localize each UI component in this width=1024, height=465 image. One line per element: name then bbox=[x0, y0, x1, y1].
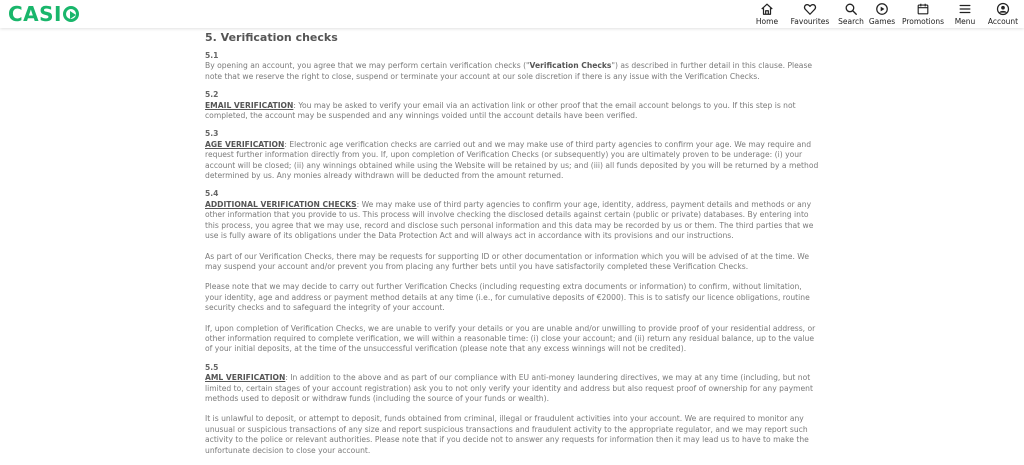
nav-menu-label: Menu bbox=[954, 17, 976, 26]
nav-account[interactable] bbox=[982, 2, 1024, 26]
nav-promotions[interactable] bbox=[898, 2, 948, 26]
menu-icon bbox=[958, 2, 972, 16]
clause-5-4-paragraph-4: If, upon completion of Verification Checks, we are unable to verify your details or you are unable and/or unwilling to provide proof of your residential address, or other information required to complete verification, we will within a reasonable time: (i) close your account; and (ii) return any residual balance, up to the value of your initial deposits, at the time of the unsuccessful verification (please note that any excess winnings will not be credited). bbox=[205, 323, 816, 354]
nav-menu[interactable] bbox=[948, 2, 982, 26]
aml-verification-heading: AML VERIFICATION bbox=[205, 373, 286, 383]
logo-text: CASI bbox=[8, 2, 63, 26]
clause-number-5-5: 5.5 bbox=[205, 362, 219, 372]
clause-5-4-paragraph-3: Please note that we may decide to carry out further Verification Checks (including requesting extra documents or information) to confirm, without limitation, your identity, age and address or payment method details at any time (i.e., for cumulative deposits of €2000). This is to satisfy our licence obligations, routine security checks and to safeguard the integrity of your account. bbox=[205, 282, 810, 313]
nav-search-label: Search bbox=[838, 17, 864, 26]
play-circle-icon bbox=[875, 2, 889, 16]
clause-5-5-paragraph-2: It is unlawful to deposit, or attempt to deposit, funds obtained from criminal, illegal or fraudulent activities into your account. We are required to monitor any unusual or suspicious transactions of any size and report suspicious transactions and fraudulent activity to the appropriate regulator, and we may report such activity to the police or relevant authorities. Please note that if you decide not to answer any requests for information then it may lead us to have to make the unfortunate decision to close your account. bbox=[205, 414, 809, 455]
top-navigation-bar bbox=[0, 0, 1024, 28]
clause-5-4-text: ADDITIONAL VERIFICATION CHECKS: We may make use of third party agencies to confirm your age, identity, address, payment details and methods or any other information that you provide to us. This process will involve checking the disclosed details against certain (public or private) databases. By entering into this process, you agree that we may use, record and disclose such personal information and this data may be recorded by us or them. The third parties that we use is fully aware of its obligations under the Data Protection Act and will always act in accordance with its provisions and our instructions. bbox=[205, 199, 814, 241]
clause-5-4-paragraph-2: As part of our Verification Checks, there may be requests for supporting ID or other documentation or information which you will be advised of at the time. We may suspend your account and/or prevent you from placing any further bets until you have satisfactorily completed these Verification Checks. bbox=[205, 251, 810, 271]
calendar-icon bbox=[916, 2, 930, 16]
main-nav bbox=[750, 2, 1024, 26]
nav-favourites[interactable] bbox=[784, 2, 836, 26]
search-icon bbox=[844, 2, 858, 16]
clause-number-5-4: 5.4 bbox=[205, 189, 219, 199]
age-verification-heading: AGE VERIFICATION bbox=[205, 139, 285, 149]
section-title: 5. Verification checks bbox=[205, 31, 338, 44]
clause-number-5-2: 5.2 bbox=[205, 90, 219, 100]
nav-search[interactable] bbox=[836, 2, 866, 26]
clause-5-1-text: By opening an account, you agree that we may perform certain verification checks ("Verification Checks") as described in further detail in this clause. Please note that we reserve the right to close, suspend or terminate your account at our sole discretion if there is any issue with the Verification Checks. bbox=[205, 61, 813, 81]
terms-content bbox=[205, 31, 821, 456]
verification-checks-term: Verification Checks bbox=[529, 61, 612, 71]
nav-games[interactable] bbox=[866, 2, 898, 26]
clause-5-3-text: AGE VERIFICATION: Electronic age verification checks are carried out and we may make use of third party agencies to confirm your age. We may require and request further information directly from you. If, upon completion of Verification Checks (or subsequently) you are ultimately proven to be underage: (i) your account will be closed; (ii) any winnings obtained while using the Website will be retained by us; and (iii) all funds deposited by you will be returned by a method determined by us. Any monies already withdrawn will be deducted from the amount returned. bbox=[205, 139, 819, 181]
clause-number-5-1: 5.1 bbox=[205, 51, 219, 60]
nav-favourites-label: Favourites bbox=[790, 17, 830, 26]
additional-verification-heading: ADDITIONAL VERIFICATION CHECKS bbox=[205, 199, 357, 209]
clause-number-5-3: 5.3 bbox=[205, 129, 219, 139]
casigo-logo[interactable] bbox=[8, 3, 80, 25]
nav-promotions-label: Promotions bbox=[901, 17, 945, 26]
user-circle-icon bbox=[996, 2, 1010, 16]
nav-account-label: Account bbox=[987, 17, 1019, 26]
nav-home[interactable] bbox=[750, 2, 784, 26]
logo-play-icon bbox=[63, 6, 79, 22]
home-icon bbox=[760, 2, 774, 16]
clause-5-5-text: AML VERIFICATION: In addition to the above and as part of our compliance with EU anti-money laundering directives, we may at any time (including, but not limited to, certain stages of your account registration) ask you to not only verify your identity and address but also request proof of ownership for any payment methods used to deposit or withdraw funds (including the source of your funds or wealth). bbox=[205, 373, 813, 403]
nav-games-label: Games bbox=[868, 17, 896, 26]
nav-home-label: Home bbox=[755, 17, 779, 26]
clause-5-2-text: EMAIL VERIFICATION: You may be asked to verify your email via an activation link or other proof that the email account belongs to you. If this step is not completed, the account may be suspended and any winnings voided until the account details have been verified. bbox=[205, 100, 796, 121]
heart-icon bbox=[803, 2, 817, 16]
email-verification-heading: EMAIL VERIFICATION bbox=[205, 100, 294, 110]
